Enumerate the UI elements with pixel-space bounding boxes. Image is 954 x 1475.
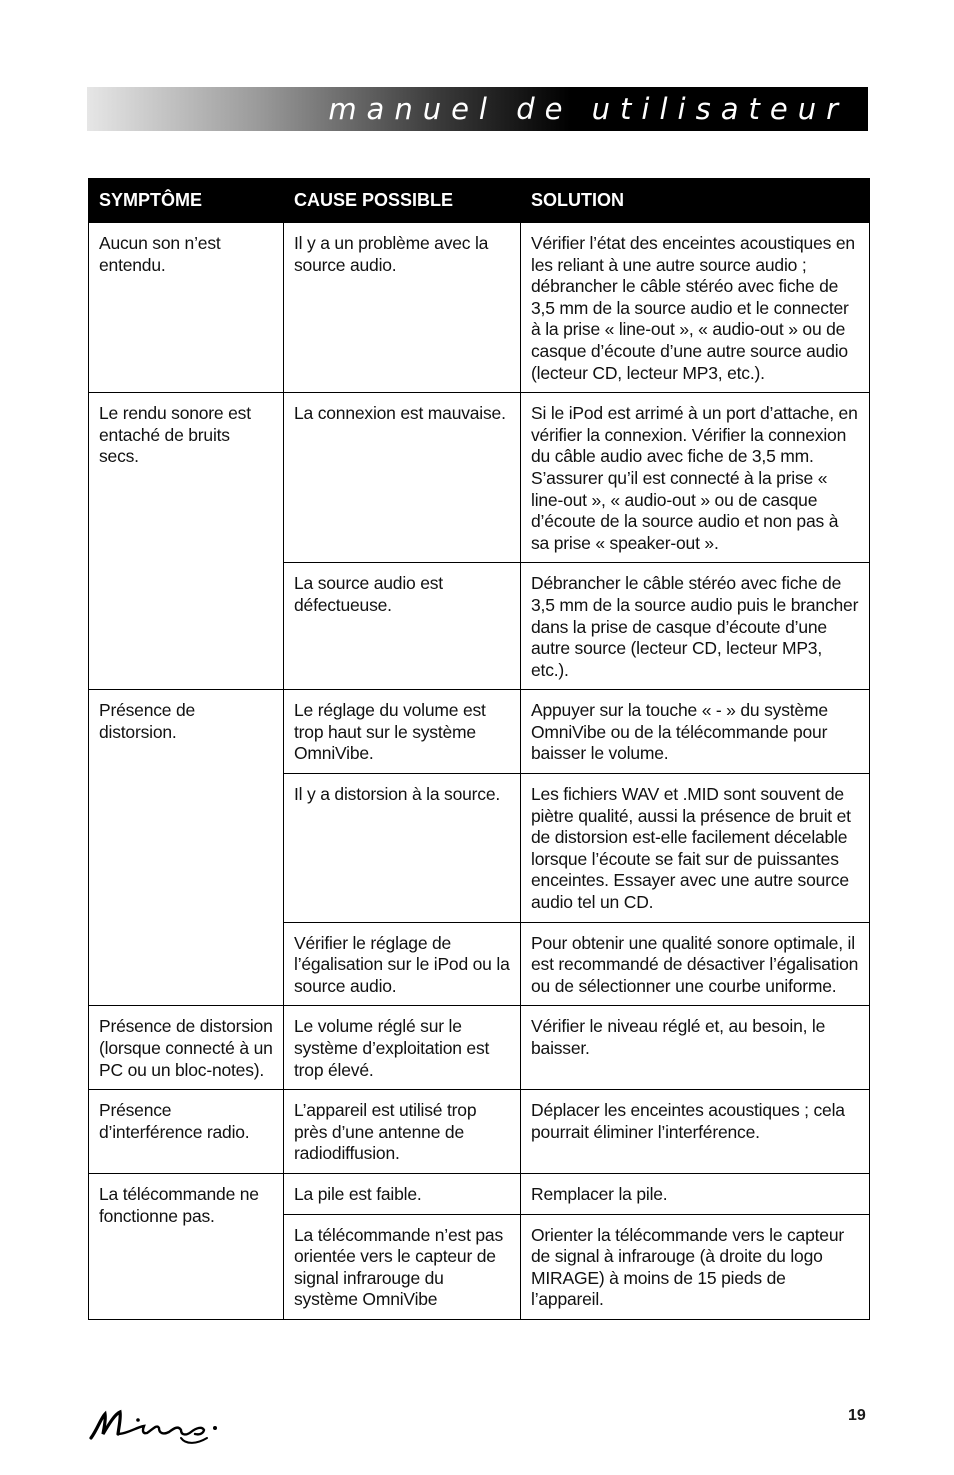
cause-cell: Il y a distorsion à la source. xyxy=(284,774,521,923)
table-row xyxy=(89,393,870,563)
cause-cell: La télécommande n’est pas orientée vers le capteur de signal infrarouge du système OmniVibe xyxy=(284,1214,521,1319)
solution-cell: Vérifier l’état des enceintes acoustiques en les reliant à une autre source audio ; débrancher le câble stéréo avec fiche de 3,5 mm de la source audio et le connecter à la prise « line-out », « audio-out » ou de casque d’écoute d’une autre source audio (lecteur CD, lecteur MP3, etc.). xyxy=(521,223,870,393)
symptom-cell: Aucun son n’est entendu. xyxy=(89,223,284,393)
solution-cell: Les fichiers WAV et .MID sont souvent de piètre qualité, aussi la présence de bruit et de distorsion est-elle facilement décelable lorsque l’écoute se fait sur de puissantes enceintes. Essayer avec une autre source audio tel un CD. xyxy=(521,774,870,923)
mirage-logo xyxy=(87,1404,223,1446)
table-header-row xyxy=(89,179,870,223)
solution-cell: Remplacer la pile. xyxy=(521,1173,870,1214)
table-row xyxy=(89,690,870,774)
symptom-cell: Le rendu sonore est entaché de bruits secs. xyxy=(89,393,284,690)
header-banner xyxy=(87,87,868,131)
table-row xyxy=(89,1173,870,1214)
cause-cell: Le volume réglé sur le système d’exploitation est trop élevé. xyxy=(284,1006,521,1090)
table-row xyxy=(89,1006,870,1090)
solution-cell: Vérifier le niveau réglé et, au besoin, le baisser. xyxy=(521,1006,870,1090)
header-title: manuel de utilisateur xyxy=(328,92,848,126)
cause-cell: Le réglage du volume est trop haut sur le système OmniVibe. xyxy=(284,690,521,774)
table-row xyxy=(89,223,870,393)
solution-cell: Pour obtenir une qualité sonore optimale, il est recommandé de désactiver l’égalisation ou de sélectionner une courbe uniforme. xyxy=(521,922,870,1006)
symptom-cell: Présence de distorsion (lorsque connecté à un PC ou un bloc-notes). xyxy=(89,1006,284,1090)
solution-cell: Déplacer les enceintes acoustiques ; cela pourrait éliminer l’interférence. xyxy=(521,1090,870,1174)
symptom-cell: Présence de distorsion. xyxy=(89,690,284,1006)
symptom-cell: La télécommande ne fonctionne pas. xyxy=(89,1173,284,1319)
page-number: 19 xyxy=(848,1407,866,1424)
cause-cell: La connexion est mauvaise. xyxy=(284,393,521,563)
solution-cell: Débrancher le câble stéréo avec fiche de 3,5 mm de la source audio puis le brancher dans la prise de casque d’écoute d’une autre source (lecteur CD, lecteur MP3, etc.). xyxy=(521,563,870,690)
cause-cell: La pile est faible. xyxy=(284,1173,521,1214)
solution-cell: Appuyer sur la touche « - » du système OmniVibe ou de la télécommande pour baisser le volume. xyxy=(521,690,870,774)
solution-cell: Si le iPod est arrimé à un port d’attache, en vérifier la connexion. Vérifier la connexion du câble audio avec fiche de 3,5 mm. S’assurer qu’il est connecté à la prise « line-out », « audio-out » ou de casque d’écoute de la source audio et non pas à sa prise « speaker-out ». xyxy=(521,393,870,563)
symptom-cell: Présence d’interférence radio. xyxy=(89,1090,284,1174)
cause-cell: L’appareil est utilisé trop près d’une antenne de radiodiffusion. xyxy=(284,1090,521,1174)
cause-cell: Il y a un problème avec la source audio. xyxy=(284,223,521,393)
cause-cell: La source audio est défectueuse. xyxy=(284,563,521,690)
column-header-solution: SOLUTION xyxy=(521,179,870,223)
cause-cell: Vérifier le réglage de l’égalisation sur le iPod ou la source audio. xyxy=(284,922,521,1006)
table-row xyxy=(89,1090,870,1174)
solution-cell: Orienter la télécommande vers le capteur de signal à infrarouge (à droite du logo MIRAGE) à moins de 15 pieds de l’appareil. xyxy=(521,1214,870,1319)
column-header-cause: CAUSE POSSIBLE xyxy=(284,179,521,223)
column-header-symptom: SYMPTÔME xyxy=(89,179,284,223)
troubleshooting-table xyxy=(88,178,870,1320)
